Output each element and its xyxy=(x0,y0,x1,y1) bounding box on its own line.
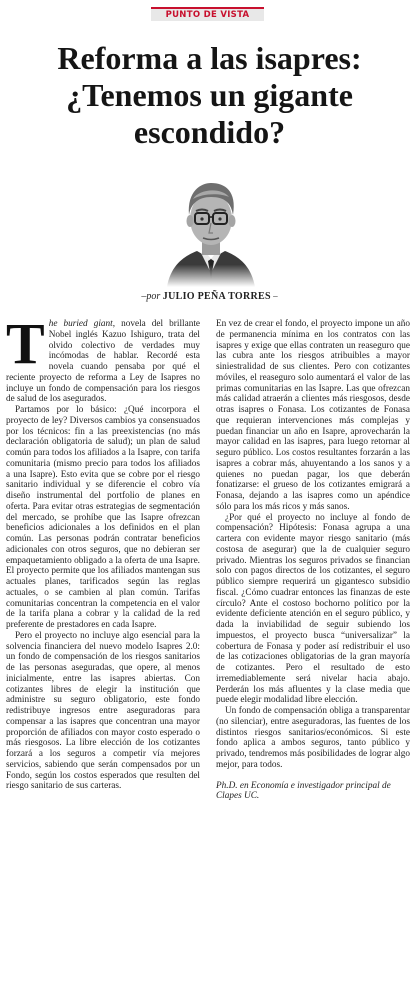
section-tag: PUNTO DE VISTA xyxy=(151,7,264,21)
paragraph: Un fondo de compensación obliga a transparentar (no silenciar), entre aseguradoras, las fuentes de los distintos riesgos sanitarios/económicos. Si este fondo aplica a ambos seguros, tanto público y privado, tendremos más posibilidades de lograr algo mejor, para todos. xyxy=(216,706,410,770)
article-column-2 xyxy=(216,319,410,802)
intro-text: novela del brillante Nobel inglés Kazuo Ishiguro, trata del olvido colectivo de verdades muy incómodas de hablar. Recordé esta novela cuando pensaba por qué el reciente proyecto de reforma a Ley de Isapres no incluye un fondo de compensación para los riesgos de salud de los asegurados. xyxy=(6,319,200,405)
intro-paragraph xyxy=(6,311,200,405)
author-name: JULIO PEÑA TORRES xyxy=(162,291,271,302)
article-column-1 xyxy=(6,311,200,792)
author-credentials: Ph.D. en Economía e investigador principal de Clapes UC. xyxy=(216,780,391,802)
paragraph: Partamos por lo básico: ¿Qué incorpora el proyecto de ley? Diversos cambios ya consensuados por los técnicos: fin a las preexistencias (no más declaración obligatoria de salud); un plan de salud común para todos los afiliados a la Isapre, con tarifa comunitaria (mismo precio para todos los afiliados a una Isapre). Esto evita que se cobre por el riesgo sanitario individual y se diferencie el cobro vía diseño instrumental del portfolio de planes en oferta. Para evitar otras estrategias de segmentación del mercado, se prohíbe que las Isapre ofrezcan beneficios adicionales a los definidos en el plan común. Las personas podrán contratar beneficios adicionales con otros seguros, que no debieran ser empaquetamiento obligado a la oferta de una Isapre. El proyecto permite que los afiliados mantengan sus actuales planes, tarificados según las reglas actuales, o se cambien al plan común. Tarifas comunitarias concentran la competencia en el valor de la tarifa plana a cobrar y la calidad de la red preferente de prestadores en cada Isapre. xyxy=(6,405,200,630)
byline-prefix: –por xyxy=(141,291,163,302)
paragraph: Pero el proyecto no incluye algo esencial para la solvencia financiera del nuevo modelo Isapres 2.0: un fondo de compensación de los riesgos sanitarios de las personas aseguradas, que opere, al menos inicialmente, entre las isapres abiertas. Con cotizantes libres de elegir la institución que administre su seguro obligatorio, este fondo redistribuye ingresos entre aseguradoras para compensar a las isapres que concentran una mayor proporción de afiliados con mayor costo esperado o más riesgosos. La libre elección de los cotizantes forzará a los seguros a competir vía mejores servicios, sabiendo que serán compensados por un Fondo, según los costos esperados que resulten del riesgo sanitario de sus carteras. xyxy=(6,630,200,792)
book-title: he buried giant, xyxy=(48,319,116,329)
paragraph: En vez de crear el fondo, el proyecto impone un año de permanencia mínima en los contratos con las isapres y exige que ellas contraten un reaseguro que las cubra ante los riesgos atribuibles a mayor siniestralidad de sus clientes. Pero con cotizantes móviles, el reaseguro solo aumentará el valor de las primas comunitarias en las Isapre. Las que ofrezcan más calidad atraerán a clientes más riesgosos, desde otras isapres o Fonasa. Los cotizantes de Fonasa que requieran intervenciones más complejas y puedan financiar un año en Isapre, aprovecharán la mayor calidad en las isapres, para luego retornar al seguro público. Los costos resultantes forzarán a las isapres a cobrar más, ahuyentando a los sanos y a quienes no puedan pagar, los que deberán fonatizarse: el grueso de los cotizantes emigrará a Fonasa, dejando a las isapres como un apéndice sólo para los más ricos y más sanos. xyxy=(216,319,410,512)
drop-cap: T xyxy=(6,311,45,376)
byline-suffix: – xyxy=(270,291,278,301)
byline xyxy=(0,291,419,302)
paragraph: ¿Por qué el proyecto no incluye al fondo de compensación? Hipótesis: Fonasa agrupa a una cartera con evidente mayor riesgo sanitario (más costosa de asegurar) que la de cualquier seguro privado. Mientras los seguros privados se financian solo con pagos directos de los cotizantes, el seguro público siempre requerirá un gigantesco subsidio fiscal. ¿Cómo cuadrar entonces las finanzas de este círculo? Ante el costoso bochorno político por la evidente deficiente atención en el seguro público, y dada la inviabilidad de seguir subiendo los impuestos, el proyecto busca “universalizar” la cobertura de Fonasa y poder así redistribuir el uso de las cotizaciones obligatorias de la gran mayoría de cotizantes. Pero el resultado de esto irremediablemente será nivelar hacia abajo. Perderán los más afluentes y la clase media que puede elegir modalidad libre elección. xyxy=(216,512,410,706)
author-portrait xyxy=(163,175,259,287)
headline: Reforma a las isapres: ¿Tenemos un gigante escondido? xyxy=(57,40,362,150)
